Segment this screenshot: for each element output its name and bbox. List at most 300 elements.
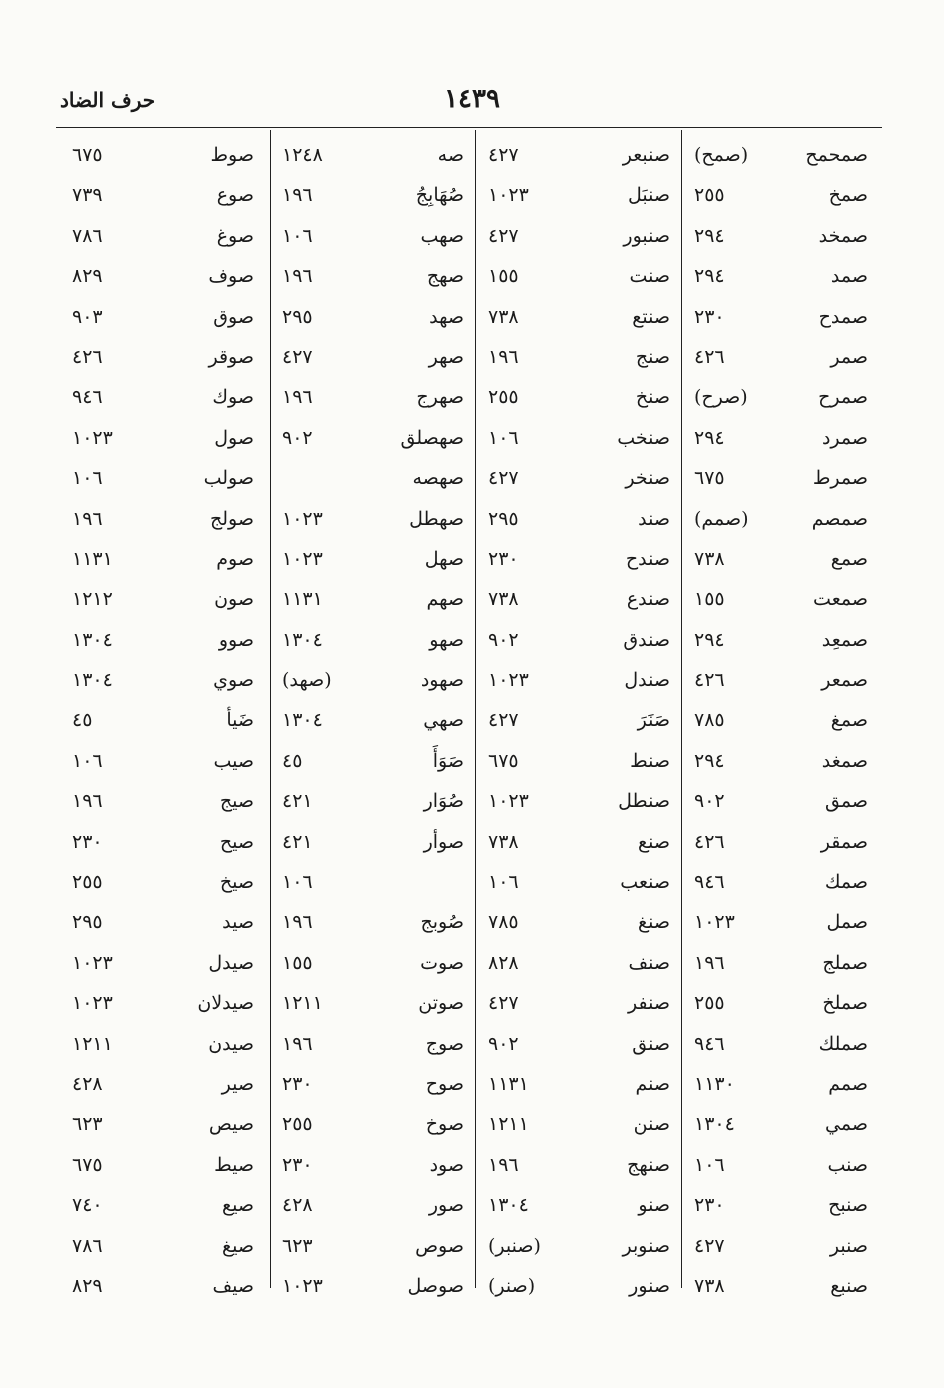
index-entry bbox=[478, 863, 684, 903]
index-entry bbox=[62, 1105, 268, 1145]
entry-page-ref: ١١٣١ bbox=[282, 588, 323, 611]
index-entry bbox=[684, 540, 882, 580]
entry-word: صنتع bbox=[632, 305, 670, 328]
entry-word: صُوَار bbox=[423, 790, 464, 813]
entry-page-ref: ٧٣٨ bbox=[694, 1274, 725, 1297]
entry-word: صوم bbox=[216, 547, 254, 570]
entry-page-ref: ١٣٠٤ bbox=[488, 1194, 529, 1217]
index-entry bbox=[684, 580, 882, 620]
index-entry bbox=[684, 257, 882, 297]
index-entry bbox=[684, 136, 882, 176]
entry-page-ref: ٤٥ bbox=[282, 749, 303, 772]
entry-word: صمعِد bbox=[821, 628, 868, 651]
index-entry bbox=[62, 540, 268, 580]
entry-page-ref: ١٠٦ bbox=[72, 467, 103, 490]
entry-word: صمر bbox=[830, 345, 868, 368]
entry-word: صمع bbox=[830, 547, 868, 570]
index-entry bbox=[478, 944, 684, 984]
entry-word: صند bbox=[638, 507, 670, 530]
entry-page-ref: ٤٢٦ bbox=[694, 345, 725, 368]
entry-page-ref: ١٩٦ bbox=[694, 951, 725, 974]
entry-word: صنط bbox=[630, 749, 670, 772]
index-entry bbox=[62, 944, 268, 984]
index-entry bbox=[684, 903, 882, 943]
entry-page-ref: (صهد) bbox=[282, 669, 332, 692]
index-entry bbox=[684, 1065, 882, 1105]
index-entry bbox=[62, 701, 268, 741]
entry-word: صنم bbox=[635, 1072, 670, 1095]
entry-word: صهود bbox=[420, 669, 464, 692]
entry-word: صنخ bbox=[635, 386, 670, 409]
entry-word: صَنَرَ bbox=[637, 709, 670, 732]
entry-word: صمغد bbox=[821, 749, 868, 772]
entry-page-ref: ٨٢٩ bbox=[72, 265, 103, 288]
index-entry bbox=[62, 580, 268, 620]
entry-word: صمعر bbox=[821, 669, 868, 692]
entry-page-ref: ٧٨٥ bbox=[488, 911, 519, 934]
entry-word: صندع bbox=[626, 588, 670, 611]
index-entry bbox=[684, 217, 882, 257]
entry-word: صوح bbox=[425, 1072, 464, 1095]
entry-word: صنبعر bbox=[622, 144, 670, 166]
entry-word: صندق bbox=[623, 628, 670, 651]
entry-word: صملك bbox=[818, 1032, 868, 1055]
index-entry bbox=[478, 701, 684, 741]
index-entry bbox=[62, 1025, 268, 1065]
index-entry bbox=[478, 378, 684, 418]
index-entry bbox=[684, 1267, 882, 1307]
index-entry bbox=[62, 338, 268, 378]
entry-page-ref: ٢٩٤ bbox=[694, 426, 725, 449]
entry-page-ref: (صنر) bbox=[488, 1274, 536, 1297]
entry-page-ref: ٤٢٧ bbox=[282, 345, 313, 368]
index-entry bbox=[684, 621, 882, 661]
entry-word: صنعب bbox=[620, 871, 670, 894]
index-entry bbox=[62, 1146, 268, 1186]
index-entry bbox=[62, 1186, 268, 1226]
entry-page-ref: ٧٨٥ bbox=[694, 709, 725, 732]
entry-page-ref: ٧٨٦ bbox=[72, 1234, 103, 1257]
entry-page-ref: (صمم) bbox=[694, 507, 749, 530]
entry-word: صيدن bbox=[208, 1032, 254, 1055]
entry-page-ref: ٦٧٥ bbox=[694, 467, 725, 490]
entry-page-ref: ٩٤٦ bbox=[694, 871, 725, 894]
entry-page-ref: ١٢١١ bbox=[282, 992, 323, 1015]
index-entry bbox=[272, 378, 478, 418]
index-entry bbox=[478, 903, 684, 943]
entry-page-ref: ٢٥٥ bbox=[694, 992, 725, 1015]
index-entry bbox=[684, 176, 882, 216]
entry-page-ref: ٤٢١ bbox=[282, 830, 313, 853]
entry-page-ref: ١٣٠٤ bbox=[72, 628, 113, 651]
index-entry bbox=[272, 136, 478, 176]
index-entry bbox=[272, 863, 478, 903]
entry-word: صندح bbox=[625, 547, 670, 570]
index-entry bbox=[272, 903, 478, 943]
entry-page-ref: ٦٢٣ bbox=[282, 1234, 313, 1257]
entry-word: صنبح bbox=[828, 1194, 868, 1217]
entry-word: صمل bbox=[826, 911, 868, 934]
entry-page-ref: ١٢١٢ bbox=[72, 588, 113, 611]
index-entry bbox=[272, 1227, 478, 1267]
index-entry bbox=[272, 984, 478, 1024]
entry-word: صوع bbox=[216, 184, 254, 207]
entry-word: صولج bbox=[209, 507, 254, 530]
entry-word: صنهج bbox=[627, 1153, 670, 1176]
entry-page-ref: ٢٣٠ bbox=[488, 547, 519, 570]
entry-word: صنطل bbox=[618, 790, 670, 813]
entry-page-ref: ٧٣٨ bbox=[488, 588, 519, 611]
entry-page-ref: ٢٩٤ bbox=[694, 265, 725, 288]
entry-word: صوي bbox=[213, 669, 254, 692]
index-entry bbox=[684, 500, 882, 540]
index-entry bbox=[478, 1065, 684, 1105]
entry-page-ref: ٤٢٦ bbox=[694, 830, 725, 853]
index-entry bbox=[272, 742, 478, 782]
entry-page-ref: ١٩٦ bbox=[488, 345, 519, 368]
entry-word: صنبور bbox=[623, 224, 670, 247]
index-entry bbox=[478, 1025, 684, 1065]
entry-word: صيب bbox=[213, 749, 254, 772]
index-entry bbox=[272, 500, 478, 540]
entry-page-ref: ١٢١١ bbox=[488, 1113, 529, 1136]
index-entry bbox=[272, 1146, 478, 1186]
entry-page-ref: ١٠٦ bbox=[282, 224, 313, 247]
index-entry bbox=[62, 661, 268, 701]
entry-word: صنق bbox=[632, 1032, 670, 1055]
entry-page-ref: ١٩٦ bbox=[282, 265, 313, 288]
entry-page-ref: ١٥٥ bbox=[488, 265, 519, 288]
index-column-3 bbox=[272, 136, 478, 1307]
entry-page-ref: ٢٩٤ bbox=[694, 749, 725, 772]
index-entry bbox=[272, 1105, 478, 1145]
index-entry bbox=[272, 1065, 478, 1105]
index-entry bbox=[272, 540, 478, 580]
entry-page-ref: ١١٣٠ bbox=[694, 1072, 735, 1095]
entry-page-ref: ٧٣٨ bbox=[488, 305, 519, 328]
entry-word: صهرج bbox=[416, 386, 464, 409]
entry-word: صنبر bbox=[829, 1234, 868, 1257]
entry-page-ref: ٢٩٥ bbox=[282, 305, 313, 328]
entry-word: صهد bbox=[429, 305, 464, 328]
entry-page-ref: ١٥٥ bbox=[694, 588, 725, 611]
entry-word: صنغ bbox=[638, 911, 670, 934]
index-entry bbox=[272, 944, 478, 984]
entry-page-ref: ٩٠٢ bbox=[488, 628, 519, 651]
index-entry bbox=[684, 984, 882, 1024]
entry-word: صيج bbox=[219, 790, 254, 813]
index-entry bbox=[478, 217, 684, 257]
entry-word: صُهَابِجُ bbox=[415, 184, 464, 207]
entry-page-ref: ٤٢٦ bbox=[72, 345, 103, 368]
entry-word: صنو bbox=[638, 1194, 670, 1217]
index-entry bbox=[684, 1025, 882, 1065]
entry-page-ref: ٢٩٥ bbox=[72, 911, 103, 934]
entry-page-ref: ٩٠٢ bbox=[694, 790, 725, 813]
entry-page-ref: ١٠٢٣ bbox=[488, 669, 529, 692]
index-entry bbox=[272, 621, 478, 661]
entry-word: صمغ bbox=[830, 709, 868, 732]
entry-word: صوتن bbox=[418, 992, 464, 1015]
entry-page-ref: ٦٢٣ bbox=[72, 1113, 103, 1136]
entry-word: صيع bbox=[222, 1194, 254, 1217]
entry-page-ref: ١٠٢٣ bbox=[282, 547, 323, 570]
entry-word: صمدح bbox=[818, 305, 868, 328]
index-entry bbox=[62, 782, 268, 822]
entry-page-ref: ٤٢٦ bbox=[694, 669, 725, 692]
entry-word: صوو bbox=[218, 628, 254, 651]
entry-word: صوأر bbox=[423, 830, 464, 853]
entry-word: صهل bbox=[424, 547, 464, 570]
entry-page-ref: ٤٢٨ bbox=[72, 1072, 103, 1095]
entry-word: صير bbox=[221, 1072, 254, 1095]
header-rule bbox=[56, 127, 882, 128]
index-entry bbox=[62, 742, 268, 782]
entry-page-ref: ٩٠٣ bbox=[72, 305, 103, 328]
entry-page-ref: ٩٠٢ bbox=[488, 1032, 519, 1055]
entry-word: صنبع bbox=[830, 1274, 868, 1297]
page-number: ١٤٣٩ bbox=[444, 84, 500, 114]
entry-word: صولب bbox=[203, 467, 254, 490]
index-entry bbox=[272, 217, 478, 257]
index-entry bbox=[478, 1105, 684, 1145]
entry-word: صنن bbox=[633, 1113, 670, 1136]
entry-word: صهر bbox=[428, 345, 464, 368]
entry-word: صنع bbox=[638, 830, 670, 853]
entry-word: صهصه bbox=[412, 467, 464, 490]
entry-word: صه bbox=[437, 144, 464, 166]
entry-page-ref: ٧٣٨ bbox=[694, 547, 725, 570]
entry-word: صيغ bbox=[222, 1234, 254, 1257]
entry-word: صوق bbox=[213, 305, 254, 328]
entry-word: صمقر bbox=[820, 830, 868, 853]
entry-word: صوط bbox=[210, 144, 254, 166]
index-entry bbox=[684, 1146, 882, 1186]
entry-word: صمخد bbox=[818, 224, 868, 247]
index-entry bbox=[272, 1267, 478, 1307]
index-entry bbox=[62, 1227, 268, 1267]
index-entry bbox=[272, 459, 478, 499]
column-divider-3 bbox=[270, 130, 271, 1288]
entry-word: صمك bbox=[824, 871, 868, 894]
entry-page-ref: ٢٣٠ bbox=[282, 1072, 313, 1095]
entry-page-ref: ٤٢٧ bbox=[488, 144, 519, 166]
index-entry bbox=[684, 1105, 882, 1145]
entry-page-ref: ١٣٠٤ bbox=[282, 709, 323, 732]
entry-word: صمي bbox=[825, 1113, 868, 1136]
entry-word: صوص bbox=[415, 1234, 464, 1257]
index-entry bbox=[272, 580, 478, 620]
index-entry bbox=[478, 257, 684, 297]
entry-page-ref: ١٩٦ bbox=[282, 911, 313, 934]
entry-page-ref: ٦٧٥ bbox=[488, 749, 519, 772]
entry-page-ref: ١٠٢٣ bbox=[72, 426, 113, 449]
entry-word: صيخ bbox=[219, 871, 254, 894]
entry-page-ref: ٧٨٦ bbox=[72, 224, 103, 247]
index-entry bbox=[684, 1186, 882, 1226]
index-entry bbox=[478, 742, 684, 782]
index-entry bbox=[272, 338, 478, 378]
entry-word: صمد bbox=[830, 265, 868, 288]
entry-word: صيح bbox=[219, 830, 254, 853]
entry-word: صهي bbox=[423, 709, 464, 732]
index-entry bbox=[684, 863, 882, 903]
entry-word: صنخب bbox=[617, 426, 670, 449]
entry-word: صيط bbox=[214, 1153, 254, 1176]
entry-page-ref: ٤٥ bbox=[72, 709, 93, 732]
index-entry bbox=[62, 419, 268, 459]
index-entry bbox=[684, 944, 882, 984]
index-entry bbox=[684, 782, 882, 822]
entry-word: صملخ bbox=[822, 992, 868, 1015]
entry-word: صول bbox=[214, 426, 254, 449]
entry-page-ref: ١٣٠٤ bbox=[282, 628, 323, 651]
entry-page-ref: ١٩٦ bbox=[282, 386, 313, 409]
index-entry bbox=[62, 1267, 268, 1307]
entry-page-ref: ١٩٦ bbox=[282, 1032, 313, 1055]
index-entry bbox=[62, 176, 268, 216]
entry-page-ref: ٢٣٠ bbox=[694, 305, 725, 328]
entry-word: صنخر bbox=[625, 467, 670, 490]
entry-page-ref: ١٠٦ bbox=[282, 871, 313, 894]
index-entry bbox=[272, 298, 478, 338]
index-entry bbox=[478, 500, 684, 540]
entry-word: صمصم bbox=[811, 507, 868, 530]
index-entry bbox=[478, 1186, 684, 1226]
entry-page-ref: ٢٥٥ bbox=[282, 1113, 313, 1136]
entry-word: ضَيأ bbox=[226, 709, 254, 732]
index-entry bbox=[62, 500, 268, 540]
index-entry bbox=[62, 217, 268, 257]
index-entry bbox=[684, 823, 882, 863]
index-entry bbox=[62, 459, 268, 499]
entry-word: صيدل bbox=[208, 951, 254, 974]
entry-page-ref: (صرح) bbox=[694, 386, 748, 409]
entry-word: صوقر bbox=[208, 345, 254, 368]
entry-word: صهطل bbox=[409, 507, 464, 530]
index-entry bbox=[684, 378, 882, 418]
entry-page-ref: ١٠٦ bbox=[488, 871, 519, 894]
entry-word: صنور bbox=[629, 1274, 670, 1297]
entry-page-ref: ١٥٥ bbox=[282, 951, 313, 974]
index-entry bbox=[478, 823, 684, 863]
entry-word: صُوبج bbox=[420, 911, 464, 934]
entry-page-ref: ٤٢٧ bbox=[488, 467, 519, 490]
entry-page-ref: ٢٥٥ bbox=[488, 386, 519, 409]
entry-page-ref: ٤٢٧ bbox=[694, 1234, 725, 1257]
entry-page-ref: ١٩٦ bbox=[488, 1153, 519, 1176]
entry-page-ref: ٤٢٧ bbox=[488, 992, 519, 1015]
entry-page-ref: (صمح) bbox=[694, 144, 749, 166]
entry-word: صنفر bbox=[628, 992, 670, 1015]
entry-page-ref: ١٢٤٨ bbox=[282, 144, 323, 166]
entry-word: صنج bbox=[635, 345, 670, 368]
entry-page-ref: ١٠٦ bbox=[72, 749, 103, 772]
index-entry bbox=[478, 1227, 684, 1267]
entry-page-ref: ١٠٢٣ bbox=[72, 951, 113, 974]
index-entry bbox=[478, 1146, 684, 1186]
entry-page-ref: ١٠٢٣ bbox=[488, 790, 529, 813]
entry-page-ref: ١٢١١ bbox=[72, 1032, 113, 1055]
index-entry bbox=[62, 984, 268, 1024]
entry-page-ref: ١٣٠٤ bbox=[694, 1113, 735, 1136]
index-entry bbox=[62, 1065, 268, 1105]
entry-page-ref: ١٠٦ bbox=[694, 1153, 725, 1176]
entry-word: صوصل bbox=[407, 1274, 464, 1297]
entry-word: صملج bbox=[822, 951, 868, 974]
entry-word: صهو bbox=[429, 628, 464, 651]
entry-page-ref: ١٩٦ bbox=[282, 184, 313, 207]
index-entry bbox=[272, 661, 478, 701]
entry-page-ref: ٨٢٨ bbox=[488, 951, 519, 974]
entry-page-ref: ٤٢٨ bbox=[282, 1194, 313, 1217]
index-column-2 bbox=[478, 136, 684, 1307]
index-entry bbox=[478, 661, 684, 701]
index-entry bbox=[478, 176, 684, 216]
index-entry bbox=[478, 580, 684, 620]
entry-page-ref: ٢٣٠ bbox=[72, 830, 103, 853]
index-entry bbox=[684, 338, 882, 378]
entry-page-ref: ٧٤٠ bbox=[72, 1194, 103, 1217]
entry-page-ref: ١٠٢٣ bbox=[72, 992, 113, 1015]
index-entry bbox=[684, 661, 882, 701]
entry-word: صيف bbox=[212, 1274, 254, 1297]
entry-page-ref: ٦٧٥ bbox=[72, 1153, 103, 1176]
index-entry bbox=[62, 823, 268, 863]
entry-word: صوك bbox=[212, 386, 254, 409]
section-title: حرف الضاد bbox=[60, 88, 156, 112]
entry-page-ref: ١٠٦ bbox=[488, 426, 519, 449]
entry-page-ref: ٢٣٠ bbox=[282, 1153, 313, 1176]
entry-page-ref: ١٣٠٤ bbox=[72, 669, 113, 692]
index-entry bbox=[684, 1227, 882, 1267]
entry-page-ref: ٢٩٥ bbox=[488, 507, 519, 530]
entry-page-ref: ١١٣١ bbox=[488, 1072, 529, 1095]
index-entry bbox=[478, 419, 684, 459]
entry-page-ref: ٩٠٢ bbox=[282, 426, 313, 449]
entry-page-ref: ٢٥٥ bbox=[72, 871, 103, 894]
index-entry bbox=[478, 1267, 684, 1307]
index-entry bbox=[62, 621, 268, 661]
entry-page-ref: ٢٩٤ bbox=[694, 628, 725, 651]
index-entry bbox=[478, 298, 684, 338]
entry-word: صنف bbox=[628, 951, 670, 974]
entry-page-ref: ٢٩٤ bbox=[694, 224, 725, 247]
entry-word: صوت bbox=[420, 951, 464, 974]
index-entry bbox=[62, 863, 268, 903]
entry-word: صوف bbox=[208, 265, 254, 288]
entry-word: صمعت bbox=[813, 588, 868, 611]
entry-word: صمرط bbox=[812, 467, 868, 490]
entry-word: صنب bbox=[827, 1153, 868, 1176]
entry-word: صمخ bbox=[828, 184, 868, 207]
entry-word: صندل bbox=[624, 669, 670, 692]
entry-word: صنوبر bbox=[622, 1234, 670, 1257]
index-entry bbox=[62, 257, 268, 297]
entry-word: صنت bbox=[629, 265, 670, 288]
index-entry bbox=[62, 136, 268, 176]
index-entry bbox=[62, 298, 268, 338]
index-entry bbox=[478, 136, 684, 176]
entry-word: صمحمح bbox=[805, 144, 868, 166]
entry-word: صوج bbox=[425, 1032, 464, 1055]
entry-word: صور bbox=[428, 1194, 464, 1217]
entry-word: صهب bbox=[420, 224, 464, 247]
entry-word: صوغ bbox=[216, 224, 254, 247]
index-entry bbox=[478, 338, 684, 378]
index-entry bbox=[684, 298, 882, 338]
index-entry bbox=[684, 459, 882, 499]
